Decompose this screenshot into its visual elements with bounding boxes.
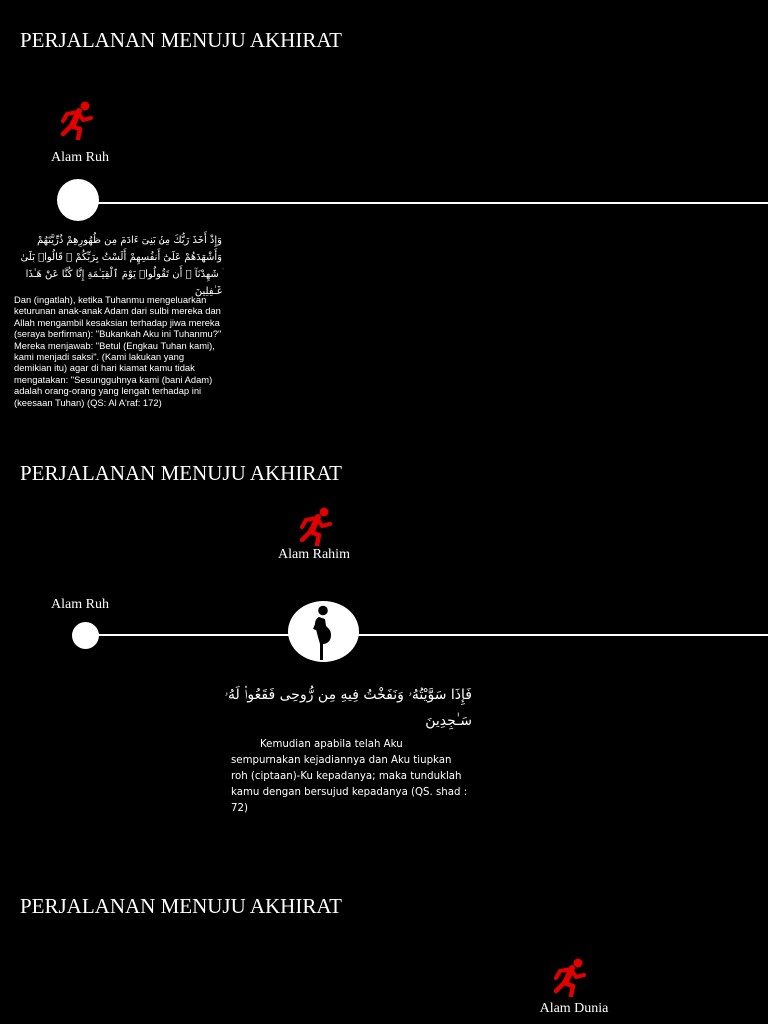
previous-stage-label: Alam Ruh <box>51 597 109 612</box>
slide-title: PERJALANAN MENUJU AKHIRAT <box>20 894 343 918</box>
stage-label: Alam Rahim <box>278 547 350 562</box>
slide-title: PERJALANAN MENUJU AKHIRAT <box>20 28 343 52</box>
running-person-icon <box>296 506 336 546</box>
running-person-icon <box>550 957 590 997</box>
timeline-line <box>78 202 768 204</box>
arabic-verse: وَإِذْ أَخَذَ رَبُّكَ مِنۢ بَنِىٓ ءَادَمَ مِن ظُهُورِهِمْ ذُرِّيَّتَهُمْ وَأَشْهَدَهُمْ عَلَىٰٓ أَنفُسِهِمْ أَلَسْتُ بِرَبِّكُمْ ۖ قَالُوا۟ بَلَىٰ ۛ شَهِدْنَآ ۛ أَن تَقُولُوا۟ يَوْمَ ٱلْقِيَـٰمَةِ إِنَّا كُنَّا عَنْ هَـٰذَا غَـٰفِلِينَ <box>20 235 222 297</box>
timeline-node-alam-ruh <box>57 179 99 221</box>
slide-title: PERJALANAN MENUJU AKHIRAT <box>20 461 343 485</box>
timeline-node-alam-ruh <box>72 622 99 649</box>
stage-label: Alam Ruh <box>51 150 109 165</box>
stage-label: Alam Dunia <box>539 1001 609 1016</box>
pregnant-woman-icon <box>310 604 338 661</box>
timeline-line <box>86 634 768 636</box>
verse-translation: Dan (ingatlah), ketika Tuhanmu mengeluarkan keturunan anak-anak Adam dari sulbi mereka dan Allah mengambil kesaksian terhadap jiwa mereka (seraya berfirman): "Bukankah Aku ini Tuhanmu?" Mereka menjawab: "Betul (Engkau Tuhan kami), kami menjadi saksi". (Kami lakukan yang demikian itu) agar di hari kiamat kamu tidak mengatakan: "Sesungguhnya kami (bani Adam) adalah orang-orang yang lengah terhadap ini (keesaan Tuhan) (QS: Al A'raf: 172) <box>14 294 222 408</box>
timeline-node-alam-rahim <box>288 601 359 662</box>
running-person-icon <box>57 100 97 140</box>
verse-translation: Kemudian apabila telah Aku sempurnakan kejadiannya dan Aku tiupkan roh (ciptaan)-Ku kepadanya; maka tunduklah kamu dengan bersujud kepadanya (QS. shad : 72) <box>231 739 468 814</box>
arabic-verse: فَإِذَا سَوَّيْتُهُۥ وَنَفَخْتُ فِيهِ مِن رُّوحِى فَقَعُوا۟ لَهُۥ سَـٰجِدِينَ <box>224 687 472 729</box>
